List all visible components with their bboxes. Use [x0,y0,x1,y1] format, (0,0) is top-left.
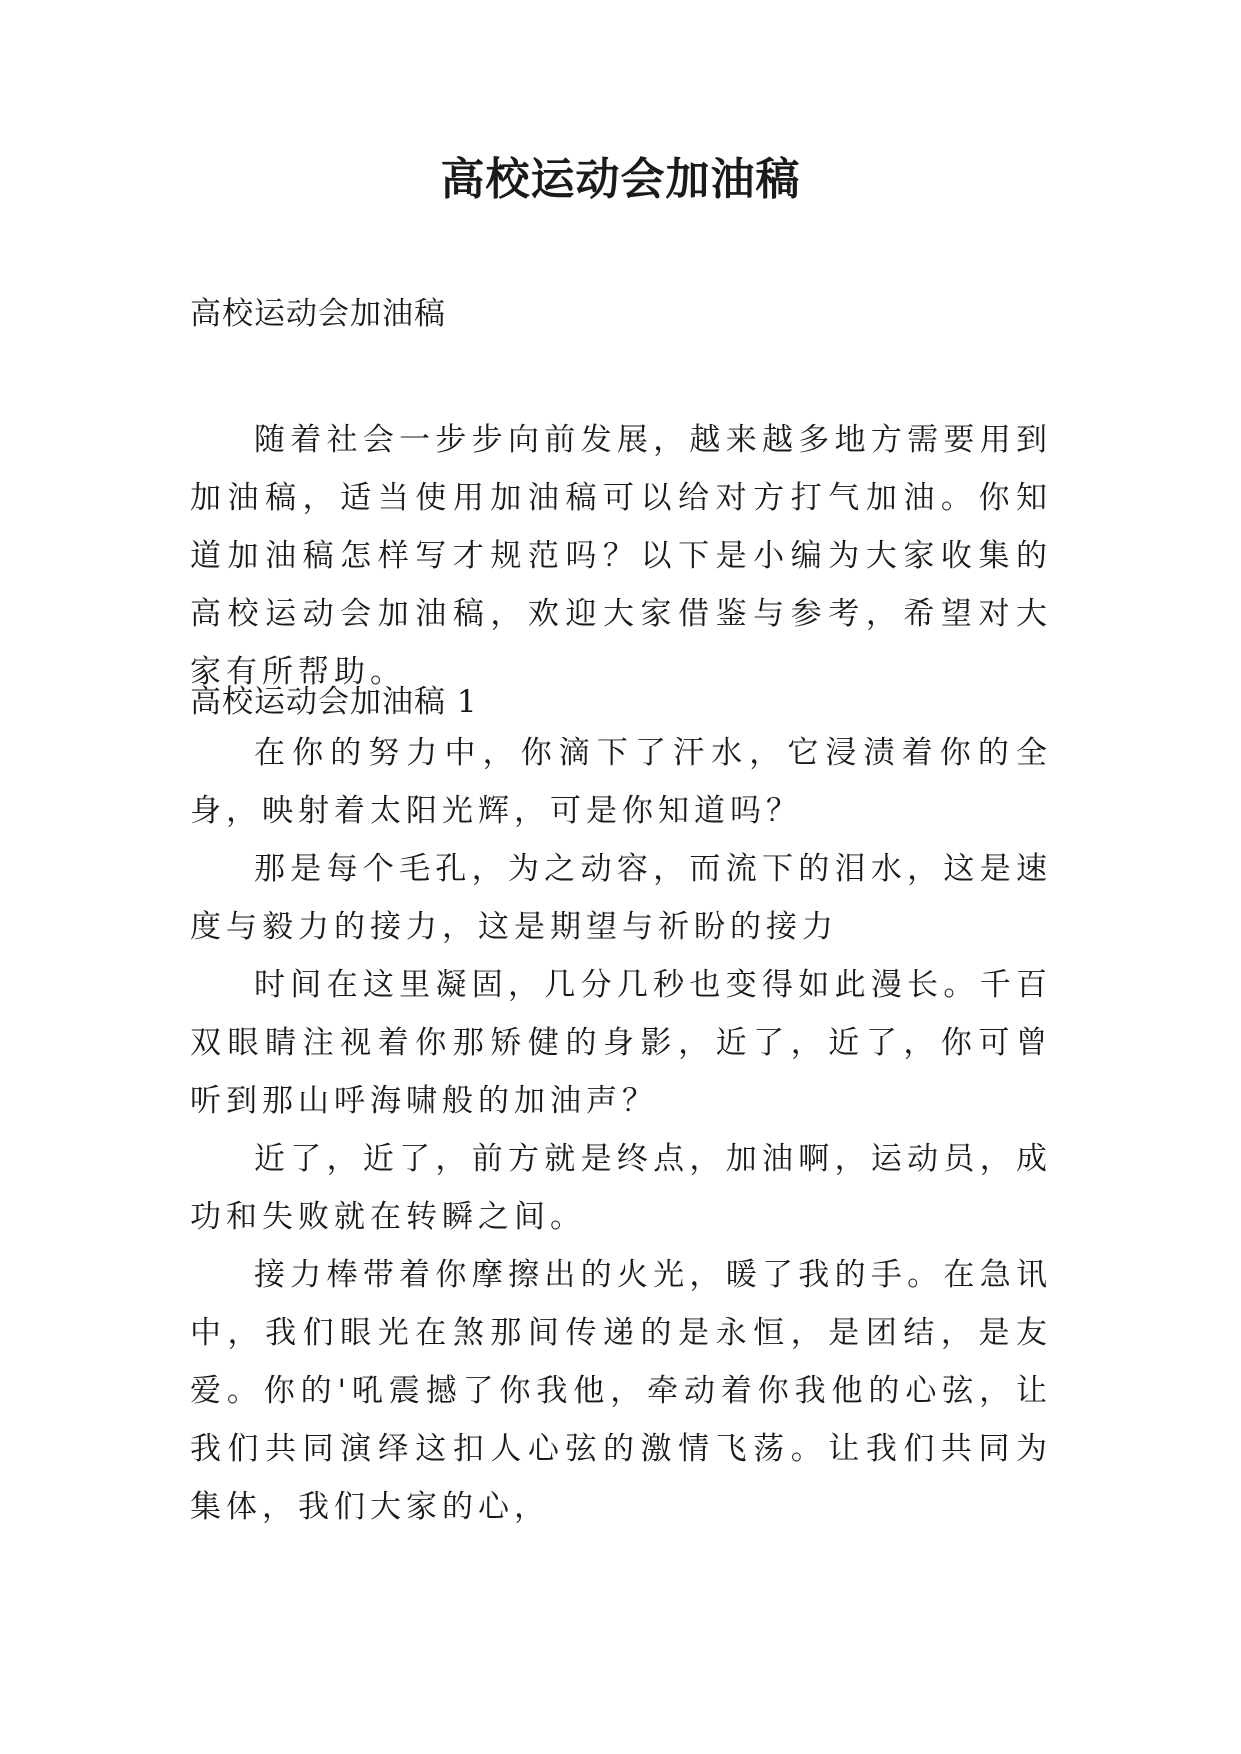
body-paragraph: 在你的努力中，你滴下了汗水，它浸渍着你的全身，映射着太阳光辉，可是你知道吗？ [190,735,1052,829]
section-heading: 高校运动会加油稿 1 [190,684,478,720]
body-paragraph: 时间在这里凝固，几分几秒也变得如此漫长。千百双眼睛注视着你那矫健的身影，近了，近了，你可曾听到那山呼海啸般的加油声？ [190,967,1052,1119]
body-paragraph: 接力棒带着你摩擦出的火光，暖了我的手。在急讯中，我们眼光在煞那间传递的是永恒，是团结，是友爱。你的'吼震撼了你我他，牵动着你我他的心弦，让我们共同演绎这扣人心弦的激情飞荡。让我们共同为集体，我们大家的心， [190,1257,1052,1525]
body-paragraph: 那是每个毛孔，为之动容，而流下的泪水，这是速度与毅力的接力，这是期望与祈盼的接力 [190,851,1052,945]
document-subtitle: 高校运动会加油稿 [190,296,446,332]
intro-paragraph: 随着社会一步步向前发展，越来越多地方需要用到加油稿，适当使用加油稿可以给对方打气加油。你知道加油稿怎样写才规范吗？以下是小编为大家收集的高校运动会加油稿，欢迎大家借鉴与参考，希望对大家有所帮助。 [190,422,1052,690]
body-paragraph: 近了，近了，前方就是终点，加油啊，运动员，成功和失败就在转瞬之间。 [190,1141,1052,1235]
document-title: 高校运动会加油稿 [440,154,801,205]
